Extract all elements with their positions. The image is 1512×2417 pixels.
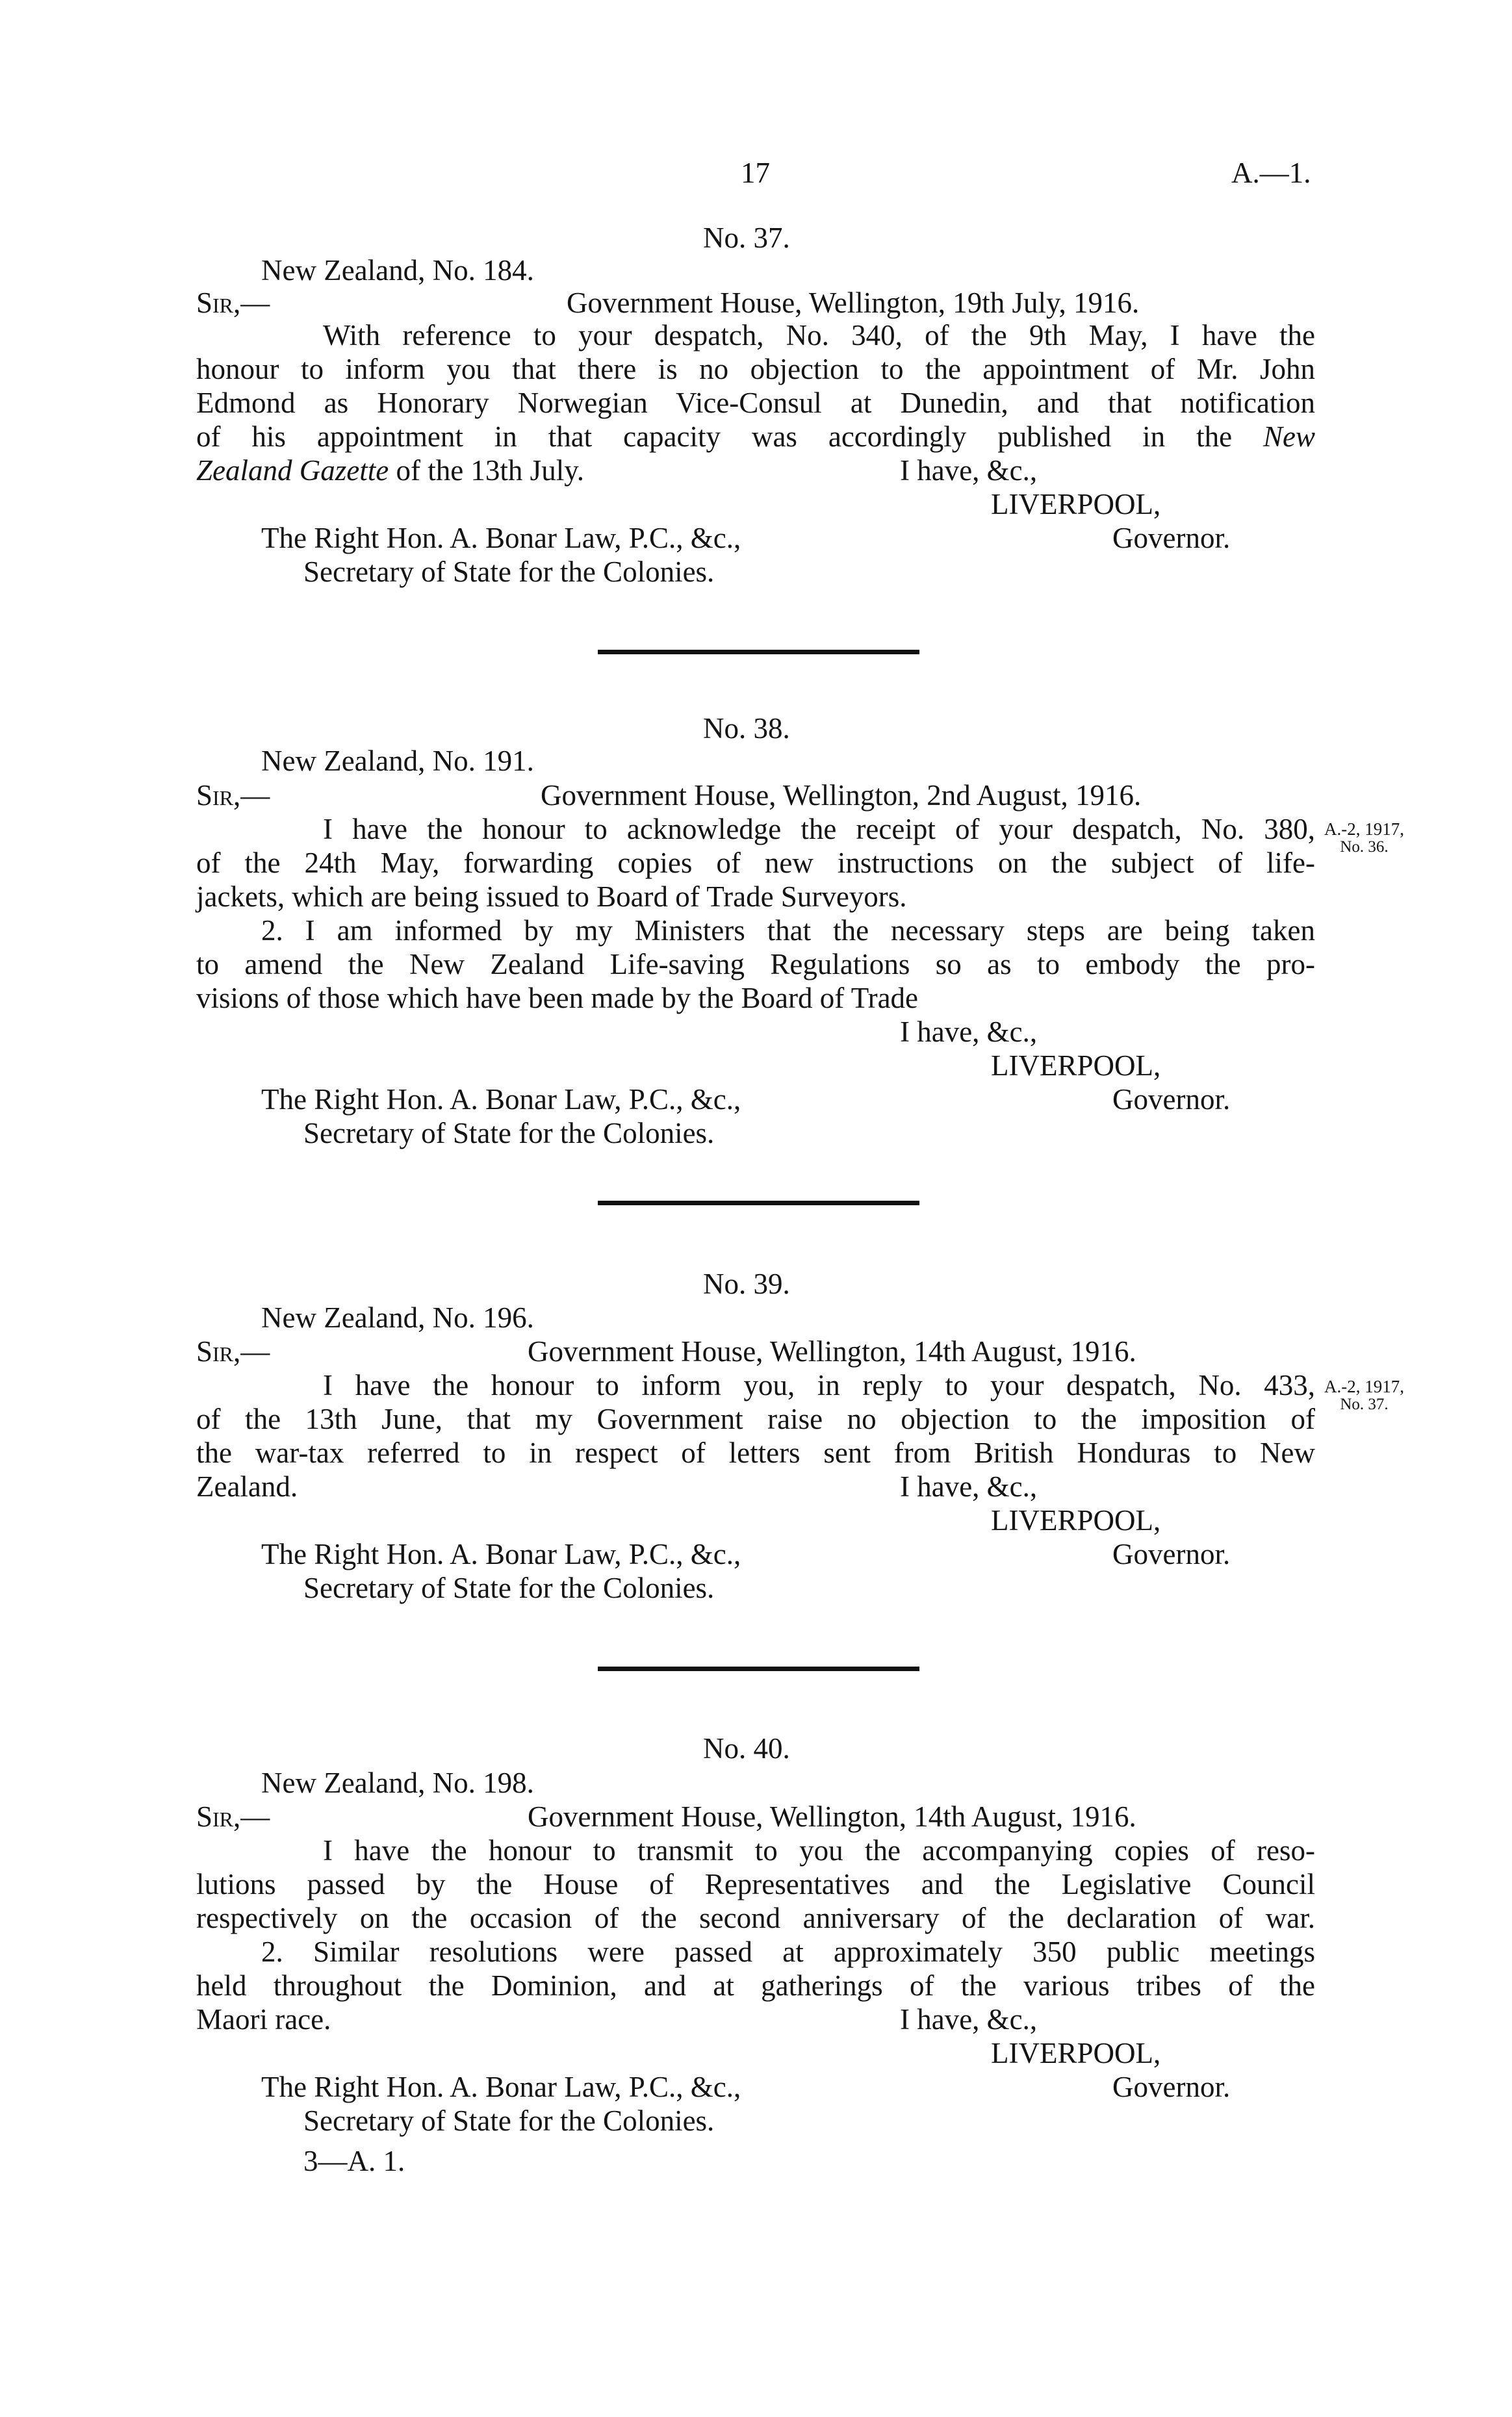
place-date: Government House, Wellington, 19th July, 1916. [567,287,1140,319]
despatch-number: No. 40. [703,1732,790,1765]
signer: LIVERPOOL, [991,1504,1161,1537]
body-line: of the 24th May, forwarding copies of new instructions on the subject of life- [196,847,1315,879]
closing: I have, &c., [900,454,1038,487]
place-date: Government House, Wellington, 14th August, 1916. [528,1335,1136,1368]
salutation: Sir,— [196,779,270,812]
signer-title: Governor. [1112,2071,1231,2103]
body-line: honour to inform you that there is no objection to the appointment of Mr. John [196,353,1315,385]
margin-note: A.-2, 1917, No. 37. [1324,1377,1404,1413]
despatch-reference: New Zealand, No. 191. [261,745,534,777]
recipient-line-2: Secretary of State for the Colonies. [303,1117,715,1149]
body-line: Zealand. [196,1470,298,1503]
signer-title: Governor. [1112,1538,1231,1570]
recipient-line-1: The Right Hon. A. Bonar Law, P.C., &c., [261,522,741,554]
section-divider [598,650,919,654]
despatch-number: No. 39. [703,1268,790,1300]
body-line: Zealand Gazette of the 13th July. [196,454,585,487]
salutation: Sir,— [196,1800,270,1833]
recipient-line-1: The Right Hon. A. Bonar Law, P.C., &c., [261,1538,741,1570]
document-reference: A.—1. [1231,157,1311,189]
signer-title: Governor. [1112,522,1231,554]
body-line: respectively on the occasion of the second anniversary of the declaration of war. [196,1902,1315,1934]
recipient-line-2: Secretary of State for the Colonies. [303,2104,715,2137]
despatch-number: No. 38. [703,712,790,745]
body-line: of the 13th June, that my Government raise no objection to the imposition of [196,1403,1315,1435]
page-number: 17 [741,157,770,189]
recipient-line-2: Secretary of State for the Colonies. [303,556,715,588]
body-line: I have the honour to acknowledge the receipt of your despatch, No. 380, [323,813,1315,845]
recipient-line-2: Secretary of State for the Colonies. [303,1572,715,1604]
body-line: visions of those which have been made by the Board of Trade [196,982,919,1014]
body-line: lutions passed by the House of Representatives and the Legislative Council [196,1868,1315,1900]
body-line: With reference to your despatch, No. 340, of the 9th May, I have the [323,319,1315,352]
body-line: I have the honour to transmit to you the accompanying copies of reso- [323,1834,1315,1867]
signer: LIVERPOOL, [991,488,1161,520]
body-line: 2. I am informed by my Ministers that the necessary steps are being taken [261,914,1315,947]
section-divider [598,1667,919,1671]
closing: I have, &c., [900,2003,1038,2036]
despatch-number: No. 37. [703,222,790,254]
body-line: held throughout the Dominion, and at gatherings of the various tribes of the [196,1969,1315,2002]
body-line: the war-tax referred to in respect of letters sent from British Honduras to New [196,1437,1315,1469]
signer-title: Governor. [1112,1083,1231,1116]
body-line: Maori race. [196,2003,331,2036]
body-line: jackets, which are being issued to Board of Trade Surveyors. [196,880,907,913]
body-line: 2. Similar resolutions were passed at approximately 350 public meetings [261,1936,1315,1968]
place-date: Government House, Wellington, 2nd August, 1916. [541,779,1142,812]
signer: LIVERPOOL, [991,2037,1161,2069]
signature-mark: 3—A. 1. [303,2145,405,2177]
body-line: Edmond as Honorary Norwegian Vice-Consul at Dunedin, and that notification [196,387,1315,419]
recipient-line-1: The Right Hon. A. Bonar Law, P.C., &c., [261,1083,741,1116]
salutation: Sir,— [196,287,270,319]
closing: I have, &c., [900,1470,1038,1503]
place-date: Government House, Wellington, 14th August, 1916. [528,1800,1136,1833]
signer: LIVERPOOL, [991,1049,1161,1082]
body-line: I have the honour to inform you, in reply to your despatch, No. 433, [323,1369,1315,1401]
section-divider [598,1201,919,1205]
closing: I have, &c., [900,1016,1038,1048]
despatch-reference: New Zealand, No. 196. [261,1301,534,1334]
body-line: of his appointment in that capacity was accordingly published in the New [196,420,1315,453]
body-line: to amend the New Zealand Life-saving Regulations so as to embody the pro- [196,948,1315,980]
margin-note: A.-2, 1917, No. 36. [1324,819,1404,856]
salutation: Sir,— [196,1335,270,1368]
despatch-reference: New Zealand, No. 198. [261,1767,534,1799]
recipient-line-1: The Right Hon. A. Bonar Law, P.C., &c., [261,2071,741,2103]
despatch-reference: New Zealand, No. 184. [261,254,534,287]
